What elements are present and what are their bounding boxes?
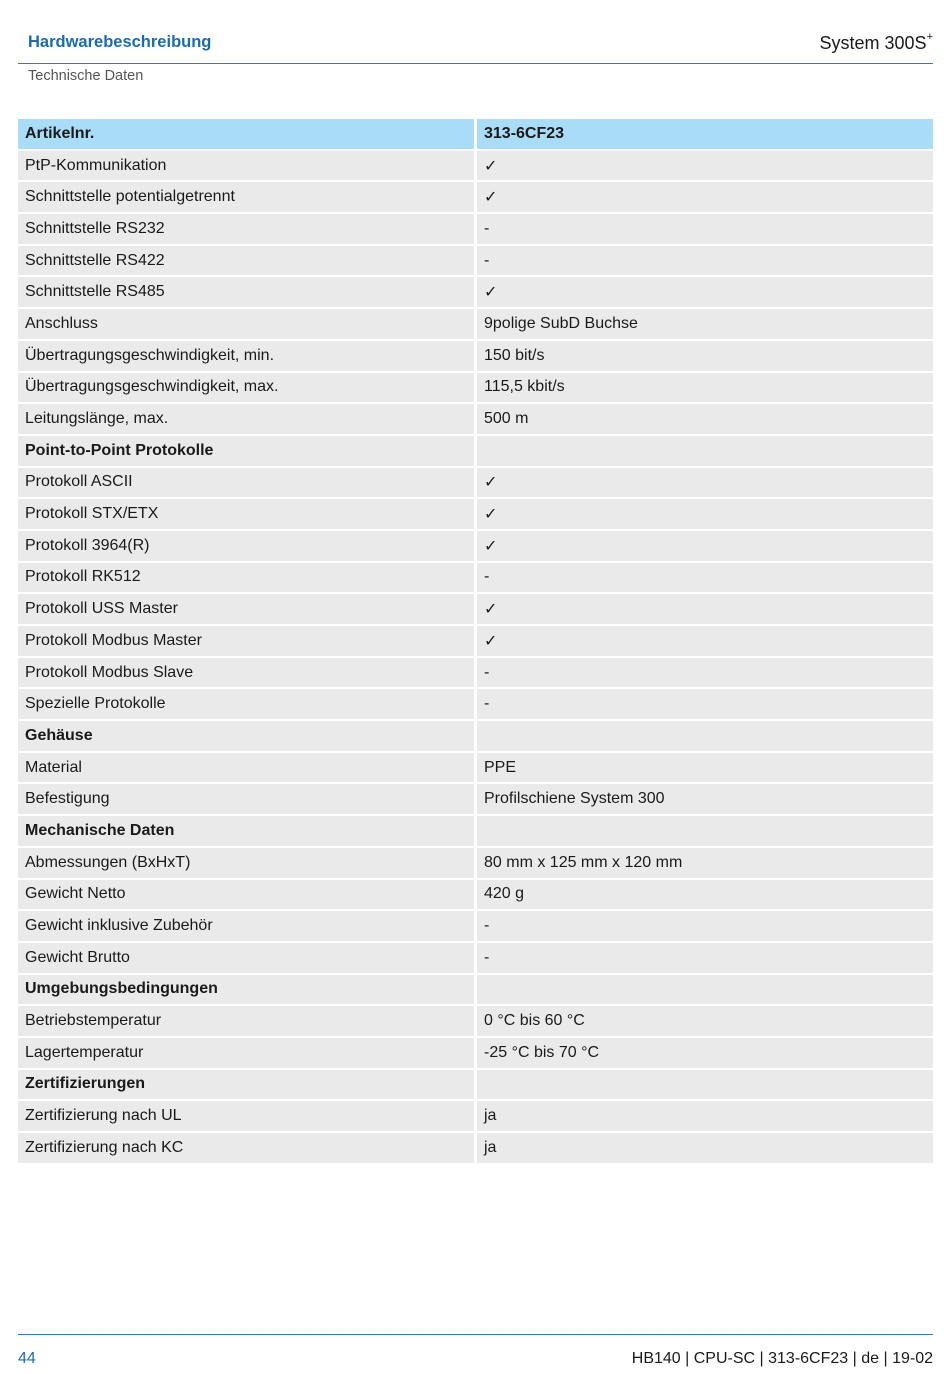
table-row: [18, 277, 933, 307]
row-label: Gewicht Brutto: [18, 943, 477, 973]
table-row: [18, 848, 933, 878]
section-row: [18, 1070, 933, 1100]
checkmark-icon: ✓: [477, 594, 933, 624]
row-value: [477, 721, 933, 751]
header-divider: [18, 63, 933, 64]
row-label: Material: [18, 753, 477, 783]
table-row: [18, 880, 933, 910]
row-value: [477, 975, 933, 1005]
table-row: [18, 1006, 933, 1036]
table-row: [18, 373, 933, 403]
section-label: Zertifizierungen: [18, 1070, 477, 1100]
row-value: [477, 1070, 933, 1100]
checkmark-icon: ✓: [477, 277, 933, 307]
table-row: [18, 689, 933, 719]
row-label: Anschluss: [18, 309, 477, 339]
table-row: [18, 626, 933, 656]
checkmark-icon: ✓: [477, 182, 933, 212]
table-row: [18, 404, 933, 434]
row-label: Leitungslänge, max.: [18, 404, 477, 434]
row-label: Gewicht inklusive Zubehör: [18, 911, 477, 941]
system-superscript: +: [926, 31, 933, 43]
checkmark-icon: ✓: [477, 531, 933, 561]
table-row: [18, 214, 933, 244]
table-row: [18, 658, 933, 688]
technical-data-table: [18, 117, 933, 1165]
row-label: Befestigung: [18, 784, 477, 814]
section-label: Mechanische Daten: [18, 816, 477, 846]
system-name: System 300S: [819, 33, 927, 53]
row-label: PtP-Kommunikation: [18, 151, 477, 181]
row-value: 115,5 kbit/s: [477, 373, 933, 403]
document-reference: HB140 | CPU-SC | 313-6CF23 | de | 19-02: [631, 1350, 933, 1367]
row-label: Spezielle Protokolle: [18, 689, 477, 719]
row-label: Protokoll Modbus Master: [18, 626, 477, 656]
row-value: 80 mm x 125 mm x 120 mm: [477, 848, 933, 878]
table-row: [18, 753, 933, 783]
header-value: 313-6CF23: [477, 119, 933, 149]
checkmark-icon: ✓: [477, 626, 933, 656]
section-label: Umgebungsbedingungen: [18, 975, 477, 1005]
row-value: -: [477, 214, 933, 244]
row-value: -: [477, 943, 933, 973]
checkmark-icon: ✓: [477, 468, 933, 498]
section-row: [18, 816, 933, 846]
row-value: -: [477, 563, 933, 593]
checkmark-icon: ✓: [477, 151, 933, 181]
table-row: [18, 246, 933, 276]
row-label: Protokoll Modbus Slave: [18, 658, 477, 688]
row-label: Protokoll ASCII: [18, 468, 477, 498]
section-label: Gehäuse: [18, 721, 477, 751]
table-row: [18, 468, 933, 498]
row-label: Zertifizierung nach KC: [18, 1133, 477, 1163]
table-row: [18, 182, 933, 212]
row-value: 150 bit/s: [477, 341, 933, 371]
table-row: [18, 1038, 933, 1068]
row-label: Schnittstelle potentialgetrennt: [18, 182, 477, 212]
footer-divider: [18, 1334, 933, 1335]
page-number: 44: [18, 1350, 36, 1367]
subsection-title: Technische Daten: [28, 68, 144, 84]
table-row: [18, 499, 933, 529]
row-value: Profilschiene System 300: [477, 784, 933, 814]
row-value: [477, 436, 933, 466]
row-value: PPE: [477, 753, 933, 783]
row-label: Übertragungsgeschwindigkeit, min.: [18, 341, 477, 371]
section-row: [18, 721, 933, 751]
table-row: [18, 1101, 933, 1131]
section-label: Point-to-Point Protokolle: [18, 436, 477, 466]
section-title: Hardwarebeschreibung: [28, 33, 212, 51]
table-row: [18, 341, 933, 371]
table-row: [18, 943, 933, 973]
row-label: Protokoll STX/ETX: [18, 499, 477, 529]
row-value: 0 °C bis 60 °C: [477, 1006, 933, 1036]
header-label: Artikelnr.: [18, 119, 477, 149]
system-title: [820, 33, 934, 54]
table-row: [18, 784, 933, 814]
row-value: -25 °C bis 70 °C: [477, 1038, 933, 1068]
checkmark-icon: ✓: [477, 499, 933, 529]
row-label: Schnittstelle RS485: [18, 277, 477, 307]
table-row: [18, 1133, 933, 1163]
row-value: -: [477, 246, 933, 276]
row-label: Betriebstemperatur: [18, 1006, 477, 1036]
row-value: 420 g: [477, 880, 933, 910]
table-header-row: [18, 119, 933, 149]
table-row: [18, 594, 933, 624]
row-value: -: [477, 689, 933, 719]
row-value: ja: [477, 1101, 933, 1131]
section-row: [18, 975, 933, 1005]
row-value: 9polige SubD Buchse: [477, 309, 933, 339]
row-label: Schnittstelle RS422: [18, 246, 477, 276]
row-label: Lagertemperatur: [18, 1038, 477, 1068]
table-row: [18, 911, 933, 941]
table-row: [18, 309, 933, 339]
row-value: ja: [477, 1133, 933, 1163]
row-label: Gewicht Netto: [18, 880, 477, 910]
row-label: Protokoll USS Master: [18, 594, 477, 624]
row-label: Protokoll RK512: [18, 563, 477, 593]
table-row: [18, 531, 933, 561]
row-label: Abmessungen (BxHxT): [18, 848, 477, 878]
row-value: [477, 816, 933, 846]
row-value: 500 m: [477, 404, 933, 434]
row-label: Schnittstelle RS232: [18, 214, 477, 244]
row-value: -: [477, 658, 933, 688]
table-row: [18, 151, 933, 181]
table-row: [18, 563, 933, 593]
row-value: -: [477, 911, 933, 941]
section-row: [18, 436, 933, 466]
row-label: Übertragungsgeschwindigkeit, max.: [18, 373, 477, 403]
row-label: Zertifizierung nach UL: [18, 1101, 477, 1131]
row-label: Protokoll 3964(R): [18, 531, 477, 561]
